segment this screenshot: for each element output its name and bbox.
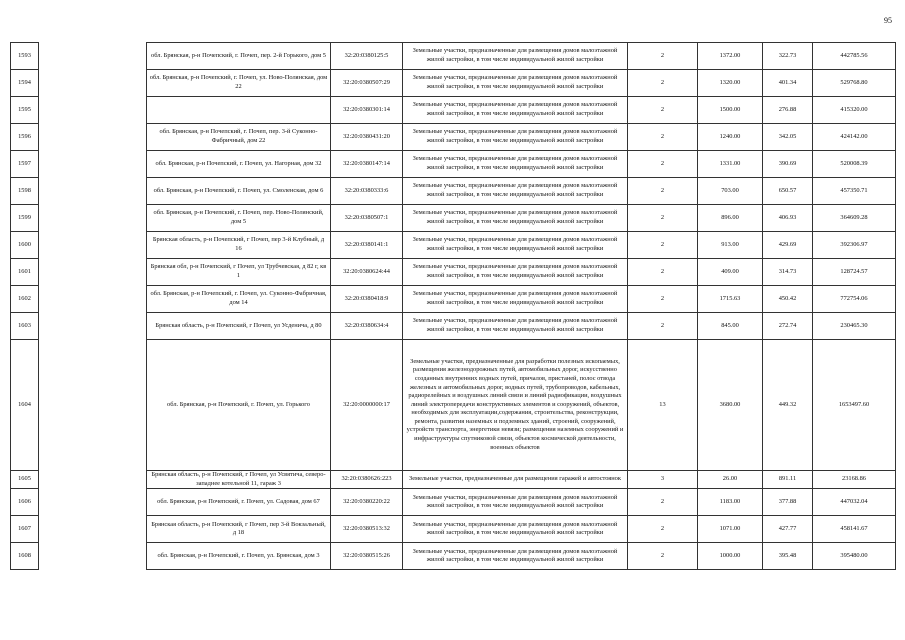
- area-cell: 1320.00: [698, 70, 763, 97]
- cadastral-number-cell: 32:20:0380418:9: [331, 286, 403, 313]
- permitted-use-cell: Земельные участки, предназначенные для размещения домов малоэтажной жилой застройки, в том числе индивидуальной жилой застройки: [403, 543, 628, 570]
- table-row: [11, 43, 896, 70]
- address-cell: Брянская область, р-н Почепский, г Почеп, пер 3-й Клубный, д 16: [147, 232, 331, 259]
- row-number-cell: 1596: [11, 124, 39, 151]
- area-cell: 1000.00: [698, 543, 763, 570]
- cadastral-number-cell: 32:20:0380333:6: [331, 178, 403, 205]
- cadastral-number-cell: 32:20:0380634:4: [331, 313, 403, 340]
- address-cell: Брянская область, р-н Почепский, г Почеп, пер 3-й Вокзальный, д 18: [147, 516, 331, 543]
- area-cell: 1071.00: [698, 516, 763, 543]
- spacer-cell: [39, 70, 147, 97]
- spacer-cell: [39, 259, 147, 286]
- spacer-cell: [39, 489, 147, 516]
- cadastral-value-cell: 1653497.60: [813, 340, 896, 471]
- address-cell: обл. Брянская, р-н Почепский, г. Почеп, ул. Горького: [147, 340, 331, 471]
- use-group-cell: 2: [628, 286, 698, 313]
- specific-value-cell: 395.48: [763, 543, 813, 570]
- cadastral-value-cell: 458141.67: [813, 516, 896, 543]
- permitted-use-cell: Земельные участки, предназначенные для размещения домов малоэтажной жилой застройки, в том числе индивидуальной жилой застройки: [403, 516, 628, 543]
- permitted-use-cell: Земельные участки, предназначенные для размещения домов малоэтажной жилой застройки, в том числе индивидуальной жилой застройки: [403, 232, 628, 259]
- row-number-cell: 1595: [11, 97, 39, 124]
- permitted-use-cell: Земельные участки, предназначенные для размещения домов малоэтажной жилой застройки, в том числе индивидуальной жилой застройки: [403, 151, 628, 178]
- table-row: [11, 70, 896, 97]
- cadastral-value-cell: 457350.71: [813, 178, 896, 205]
- cadastral-value-cell: 395480.00: [813, 543, 896, 570]
- use-group-cell: 2: [628, 178, 698, 205]
- address-cell: Брянская область, р-н Почепский, г Почеп, ул Усденича, д 80: [147, 313, 331, 340]
- spacer-cell: [39, 124, 147, 151]
- row-number-cell: 1599: [11, 205, 39, 232]
- cadastral-value-cell: 772754.06: [813, 286, 896, 313]
- row-number-cell: 1606: [11, 489, 39, 516]
- row-number-cell: 1603: [11, 313, 39, 340]
- use-group-cell: 2: [628, 516, 698, 543]
- cadastral-number-cell: 32:20:0380513:32: [331, 516, 403, 543]
- table-row: [11, 232, 896, 259]
- specific-value-cell: 406.93: [763, 205, 813, 232]
- cadastral-number-cell: 32:20:0380626:223: [331, 471, 403, 489]
- row-number-cell: 1607: [11, 516, 39, 543]
- cadastral-value-cell: 128724.57: [813, 259, 896, 286]
- area-cell: 3680.00: [698, 340, 763, 471]
- permitted-use-cell: Земельные участки, предназначенные для разработки полезных ископаемых, размещения железнодорожных путей, автомобильных дорог, искусственно созданных внутренних водных путей, причалов, пристаней, полос отвода железных и автомобильных дорог, водных путей, трубопроводов, кабельных, радиорелейных и воздушных линий связи и линий радиофикации, воздушных линий электропередачи конструктивных элементов и сооружений, объектов, необходимых для эксплуатации,содержания, строительства, реконструкции, ремонта, развития наземных и подземных зданий, строений, сооружений, устройств транспорта, энергетики невязи; размещения наземных сооружений и инфраструктуры спутниковой связи, объектов космической деятельности, военных объектов: [403, 340, 628, 471]
- cadastral-number-cell: 32:20:0380141:1: [331, 232, 403, 259]
- cadastral-value-cell: 23168.86: [813, 471, 896, 489]
- specific-value-cell: 314.73: [763, 259, 813, 286]
- permitted-use-cell: Земельные участки, предназначенные для размещения домов малоэтажной жилой застройки, в том числе индивидуальной жилой застройки: [403, 286, 628, 313]
- cadastral-value-cell: 424142.00: [813, 124, 896, 151]
- address-cell: обл. Брянская, р-н Почепский, г. Почеп, пер. 3-й Суконно-Фабричный, дом 22: [147, 124, 331, 151]
- cadastral-value-cell: 392306.97: [813, 232, 896, 259]
- row-number-cell: 1608: [11, 543, 39, 570]
- use-group-cell: 2: [628, 259, 698, 286]
- area-cell: 1331.00: [698, 151, 763, 178]
- specific-value-cell: 650.57: [763, 178, 813, 205]
- page-number: 95: [884, 16, 892, 25]
- use-group-cell: 2: [628, 151, 698, 178]
- cadastral-number-cell: 32:20:0380507:29: [331, 70, 403, 97]
- use-group-cell: 2: [628, 205, 698, 232]
- cadastral-number-cell: 32:20:0380507:1: [331, 205, 403, 232]
- land-cadastre-table: [10, 42, 896, 570]
- specific-value-cell: 429.69: [763, 232, 813, 259]
- area-cell: 1500.00: [698, 97, 763, 124]
- area-cell: 703.00: [698, 178, 763, 205]
- address-cell: обл. Брянская, р-н Почепский, г. Почеп, ул. Суконно-Фабричная, дом 14: [147, 286, 331, 313]
- spacer-cell: [39, 471, 147, 489]
- address-cell: обл. Брянская, р-н Почепский, г. Почеп, пер. 2-й Горького, дом 5: [147, 43, 331, 70]
- cadastral-value-cell: 364609.28: [813, 205, 896, 232]
- use-group-cell: 2: [628, 124, 698, 151]
- cadastral-number-cell: 32:20:0000000:17: [331, 340, 403, 471]
- cadastral-value-cell: 520008.39: [813, 151, 896, 178]
- table-row: [11, 340, 896, 471]
- use-group-cell: 2: [628, 313, 698, 340]
- table-row: [11, 543, 896, 570]
- cadastral-value-cell: 230465.30: [813, 313, 896, 340]
- permitted-use-cell: Земельные участки, предназначенные для размещения домов малоэтажной жилой застройки, в том числе индивидуальной жилой застройки: [403, 178, 628, 205]
- address-cell: обл. Брянская, р-н Почепский, г. Почеп, ул. Смоленская, дом 6: [147, 178, 331, 205]
- address-cell: Брянская область, р-н Почепский, г Почеп, ул Усвятича, северо-западнее котельной 11, гараж 3: [147, 471, 331, 489]
- specific-value-cell: 450.42: [763, 286, 813, 313]
- cadastral-number-cell: 32:20:0380301:14: [331, 97, 403, 124]
- table-row: [11, 286, 896, 313]
- row-number-cell: 1601: [11, 259, 39, 286]
- permitted-use-cell: Земельные участки, предназначенные для размещения домов малоэтажной жилой застройки, в том числе индивидуальной жилой застройки: [403, 259, 628, 286]
- table-row: [11, 313, 896, 340]
- use-group-cell: 2: [628, 70, 698, 97]
- permitted-use-cell: Земельные участки, предназначенные для размещения домов малоэтажной жилой застройки, в том числе индивидуальной жилой застройки: [403, 97, 628, 124]
- spacer-cell: [39, 205, 147, 232]
- permitted-use-cell: Земельные участки, предназначенные для размещения гаражей и автостоянок: [403, 471, 628, 489]
- area-cell: 1183.00: [698, 489, 763, 516]
- address-cell: обл. Брянская, р-н Почепский, г. Почеп, пер. Ново-Полянский, дом 5: [147, 205, 331, 232]
- table-row: [11, 178, 896, 205]
- cadastral-number-cell: 32:20:0380125:5: [331, 43, 403, 70]
- spacer-cell: [39, 516, 147, 543]
- cadastral-number-cell: 32:20:0380431:20: [331, 124, 403, 151]
- spacer-cell: [39, 232, 147, 259]
- use-group-cell: 13: [628, 340, 698, 471]
- table-row: [11, 151, 896, 178]
- table-row: [11, 205, 896, 232]
- cadastral-value-cell: 447032.04: [813, 489, 896, 516]
- area-cell: 1715.63: [698, 286, 763, 313]
- table-row: [11, 489, 896, 516]
- specific-value-cell: 322.73: [763, 43, 813, 70]
- permitted-use-cell: Земельные участки, предназначенные для размещения домов малоэтажной жилой застройки, в том числе индивидуальной жилой застройки: [403, 124, 628, 151]
- specific-value-cell: 427.77: [763, 516, 813, 543]
- specific-value-cell: 272.74: [763, 313, 813, 340]
- cadastral-value-cell: 415320.00: [813, 97, 896, 124]
- row-number-cell: 1600: [11, 232, 39, 259]
- row-number-cell: 1604: [11, 340, 39, 471]
- area-cell: 896.00: [698, 205, 763, 232]
- row-number-cell: 1602: [11, 286, 39, 313]
- spacer-cell: [39, 43, 147, 70]
- use-group-cell: 3: [628, 471, 698, 489]
- permitted-use-cell: Земельные участки, предназначенные для размещения домов малоэтажной жилой застройки, в том числе индивидуальной жилой застройки: [403, 489, 628, 516]
- permitted-use-cell: Земельные участки, предназначенные для размещения домов малоэтажной жилой застройки, в том числе индивидуальной жилой застройки: [403, 313, 628, 340]
- cadastral-number-cell: 32:20:0380220:22: [331, 489, 403, 516]
- table-row: [11, 516, 896, 543]
- address-cell: [147, 97, 331, 124]
- use-group-cell: 2: [628, 43, 698, 70]
- spacer-cell: [39, 543, 147, 570]
- address-cell: обл. Брянская, р-н Почепский, г. Почеп, ул. Садовая, дом 67: [147, 489, 331, 516]
- table-row: [11, 97, 896, 124]
- spacer-cell: [39, 151, 147, 178]
- cadastral-number-cell: 32:20:0380515:26: [331, 543, 403, 570]
- spacer-cell: [39, 313, 147, 340]
- use-group-cell: 2: [628, 489, 698, 516]
- cadastral-value-cell: 529768.80: [813, 70, 896, 97]
- specific-value-cell: 449.32: [763, 340, 813, 471]
- permitted-use-cell: Земельные участки, предназначенные для размещения домов малоэтажной жилой застройки, в том числе индивидуальной жилой застройки: [403, 205, 628, 232]
- table-row: [11, 259, 896, 286]
- cadastral-value-cell: 442785.56: [813, 43, 896, 70]
- permitted-use-cell: Земельные участки, предназначенные для размещения домов малоэтажной жилой застройки, в том числе индивидуальной жилой застройки: [403, 70, 628, 97]
- permitted-use-cell: Земельные участки, предназначенные для размещения домов малоэтажной жилой застройки, в том числе индивидуальной жилой застройки: [403, 43, 628, 70]
- address-cell: обл. Брянская, р-н Почепский, г. Почеп, ул. Нагорная, дом 32: [147, 151, 331, 178]
- use-group-cell: 2: [628, 543, 698, 570]
- spacer-cell: [39, 340, 147, 471]
- specific-value-cell: 401.34: [763, 70, 813, 97]
- address-cell: Брянская обл, р-н Почепский, г Почеп, ул Трубчевская, д 82 г, кв 1: [147, 259, 331, 286]
- area-cell: 409.00: [698, 259, 763, 286]
- cadastral-number-cell: 32:20:0380624:44: [331, 259, 403, 286]
- area-cell: 26.00: [698, 471, 763, 489]
- row-number-cell: 1597: [11, 151, 39, 178]
- area-cell: 1372.00: [698, 43, 763, 70]
- spacer-cell: [39, 178, 147, 205]
- area-cell: 1240.00: [698, 124, 763, 151]
- address-cell: обл. Брянская, р-н Почепский, г. Почеп, ул. Ново-Полянская, дом 22: [147, 70, 331, 97]
- row-number-cell: 1605: [11, 471, 39, 489]
- area-cell: 913.00: [698, 232, 763, 259]
- specific-value-cell: 342.05: [763, 124, 813, 151]
- use-group-cell: 2: [628, 232, 698, 259]
- row-number-cell: 1594: [11, 70, 39, 97]
- use-group-cell: 2: [628, 97, 698, 124]
- cadastral-number-cell: 32:20:0380147:14: [331, 151, 403, 178]
- table-row: [11, 124, 896, 151]
- address-cell: обл. Брянская, р-н Почепский, г. Почеп, ул. Брянская, дом 3: [147, 543, 331, 570]
- area-cell: 845.00: [698, 313, 763, 340]
- specific-value-cell: 390.69: [763, 151, 813, 178]
- specific-value-cell: 891.11: [763, 471, 813, 489]
- spacer-cell: [39, 97, 147, 124]
- row-number-cell: 1593: [11, 43, 39, 70]
- row-number-cell: 1598: [11, 178, 39, 205]
- table-row: [11, 471, 896, 489]
- specific-value-cell: 377.88: [763, 489, 813, 516]
- spacer-cell: [39, 286, 147, 313]
- specific-value-cell: 276.88: [763, 97, 813, 124]
